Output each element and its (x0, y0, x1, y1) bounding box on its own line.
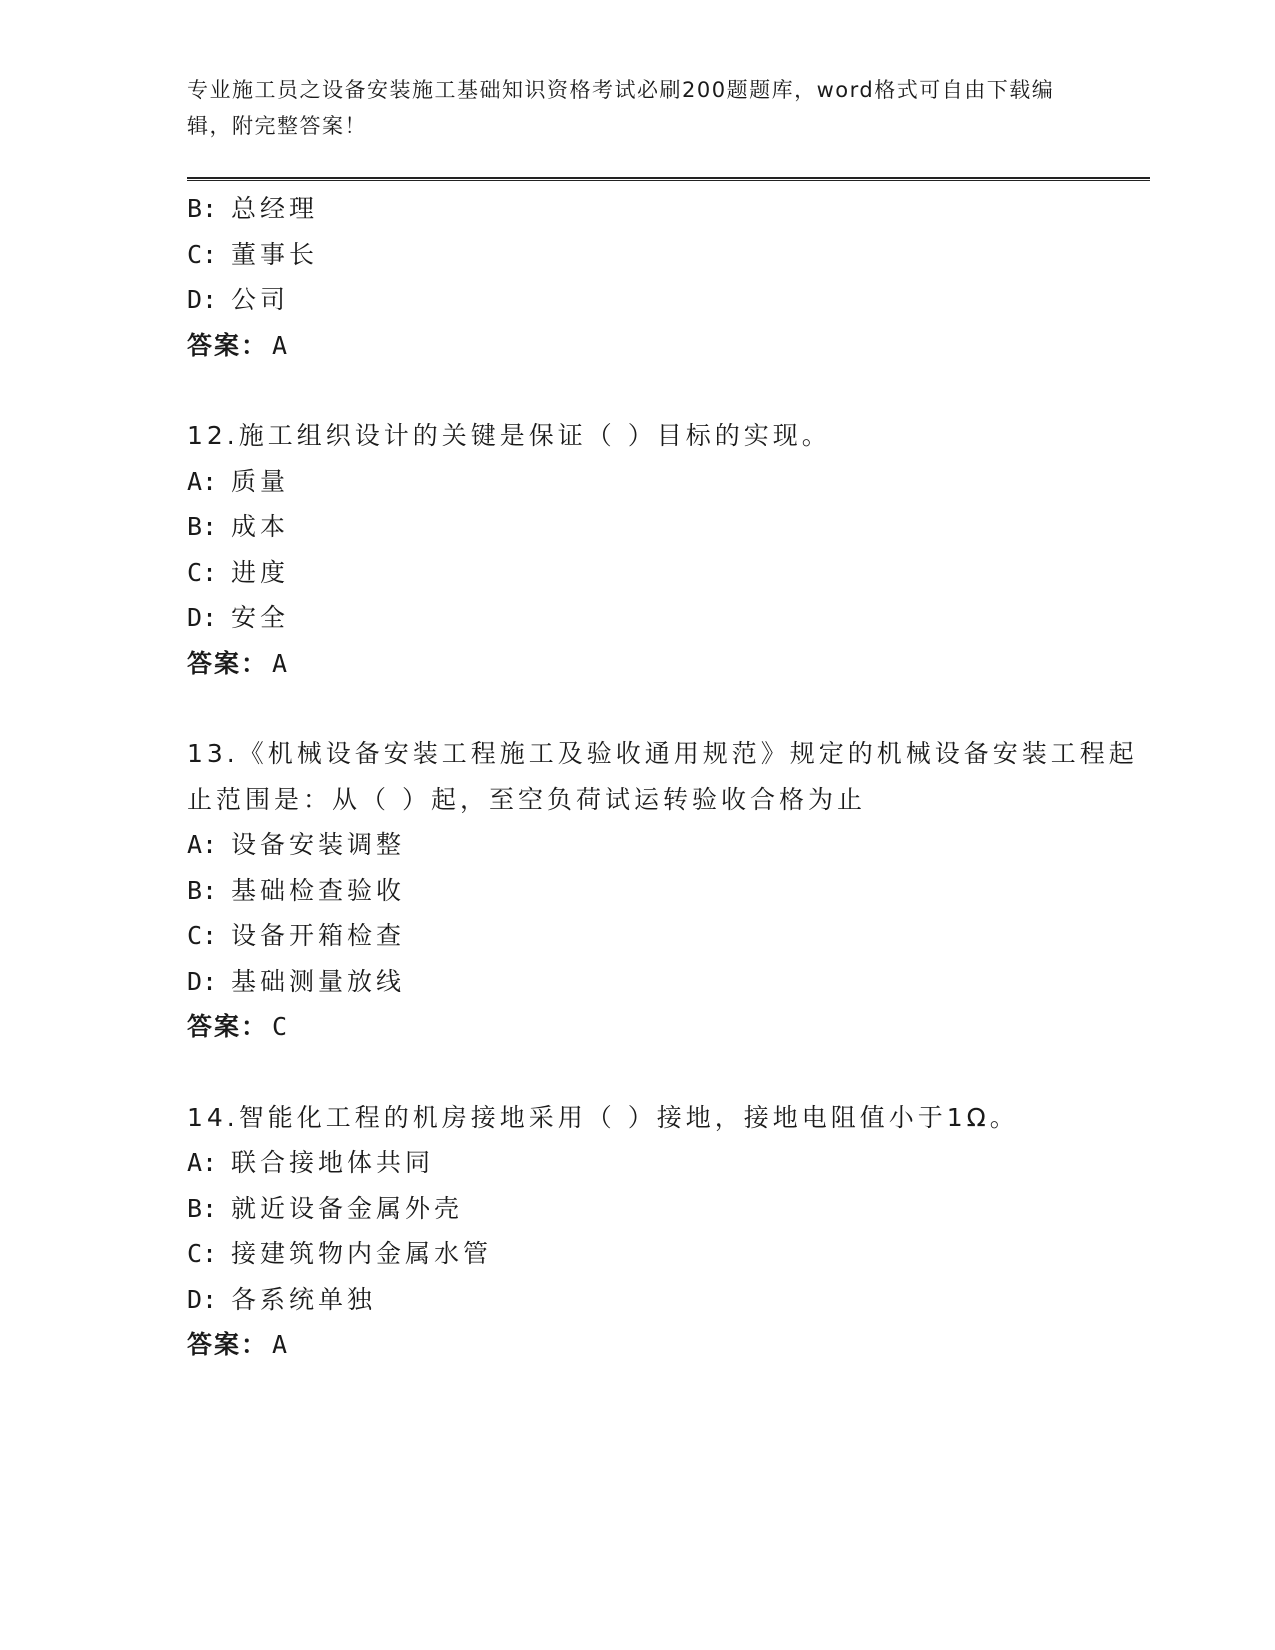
question-text: 13.《机械设备安装工程施工及验收通用规范》规定的机械设备安装工程起止范围是：从（ ）起，至空负荷试运转验收合格为止 (187, 739, 1138, 814)
option-text: 各系统单独 (231, 1284, 377, 1314)
option-row (187, 1277, 1147, 1323)
option-key: C: (187, 921, 218, 950)
option-text: 成本 (231, 512, 290, 541)
option-row (187, 1231, 1147, 1277)
option-text: 董事长 (231, 239, 319, 269)
option-text: 进度 (231, 557, 290, 587)
answer-label: 答案： (187, 1012, 269, 1041)
option-row (187, 595, 1147, 641)
answer-value: A (272, 330, 290, 360)
question-text: 12.施工组织设计的关键是保证（ ）目标的实现。 (187, 421, 831, 450)
header-divider (187, 177, 1150, 181)
option-text: 总经理 (231, 194, 319, 223)
question-spacer (187, 1050, 1147, 1095)
option-row (187, 1140, 1147, 1186)
option-key: C: (187, 239, 218, 269)
option-key: D: (187, 1284, 218, 1314)
option-row (187, 1186, 1147, 1232)
option-row (187, 959, 1147, 1005)
question-block-13 (187, 731, 1147, 1050)
answer-label: 答案： (187, 648, 269, 678)
answer-value: A (272, 1330, 290, 1359)
question-block-14 (187, 1095, 1147, 1368)
option-text: 基础测量放线 (231, 966, 406, 996)
option-key: A: (187, 830, 218, 859)
question-list (187, 186, 1147, 1368)
option-row (187, 913, 1147, 959)
option-key: D: (187, 966, 218, 996)
option-row (187, 459, 1147, 505)
option-text: 安全 (231, 603, 290, 632)
option-key: B: (187, 875, 218, 905)
option-key: C: (187, 557, 218, 587)
option-key: B: (187, 194, 218, 223)
document-header: 专业施工员之设备安装施工基础知识资格考试必刷200题题库，word格式可自由下载编辑，附完整答案！ (187, 78, 1055, 138)
question-text: 14.智能化工程的机房接地采用（ ）接地，接地电阻值小于1Ω。 (187, 1102, 1019, 1132)
option-row (187, 232, 1147, 278)
option-text: 联合接地体共同 (231, 1148, 435, 1177)
option-key: D: (187, 603, 218, 632)
option-row (187, 550, 1147, 596)
answer-value: A (272, 648, 290, 678)
answer-label: 答案： (187, 1330, 269, 1359)
option-text: 设备开箱检查 (231, 921, 406, 950)
option-text: 质量 (231, 466, 290, 496)
option-text: 基础检查验收 (231, 875, 406, 905)
option-key: B: (187, 1193, 218, 1223)
answer-row (187, 1004, 1147, 1050)
question-block-12 (187, 413, 1147, 686)
answer-value: C (272, 1012, 290, 1041)
answer-row (187, 1322, 1147, 1368)
option-key: C: (187, 1239, 218, 1268)
option-text: 公司 (231, 285, 290, 314)
option-row (187, 822, 1147, 868)
option-row (187, 868, 1147, 914)
question-spacer (187, 686, 1147, 731)
option-row (187, 504, 1147, 550)
option-key: D: (187, 285, 218, 314)
option-text: 设备安装调整 (231, 830, 406, 859)
answer-row (187, 323, 1147, 369)
option-key: A: (187, 1148, 218, 1177)
option-row (187, 186, 1147, 232)
answer-label: 答案： (187, 330, 269, 360)
option-row (187, 277, 1147, 323)
question-spacer (187, 368, 1147, 413)
question-block-partial (187, 186, 1147, 368)
option-key: A: (187, 466, 218, 496)
option-key: B: (187, 512, 218, 541)
option-text: 就近设备金属外壳 (231, 1193, 464, 1223)
answer-row (187, 641, 1147, 687)
option-text: 接建筑物内金属水管 (231, 1239, 493, 1268)
